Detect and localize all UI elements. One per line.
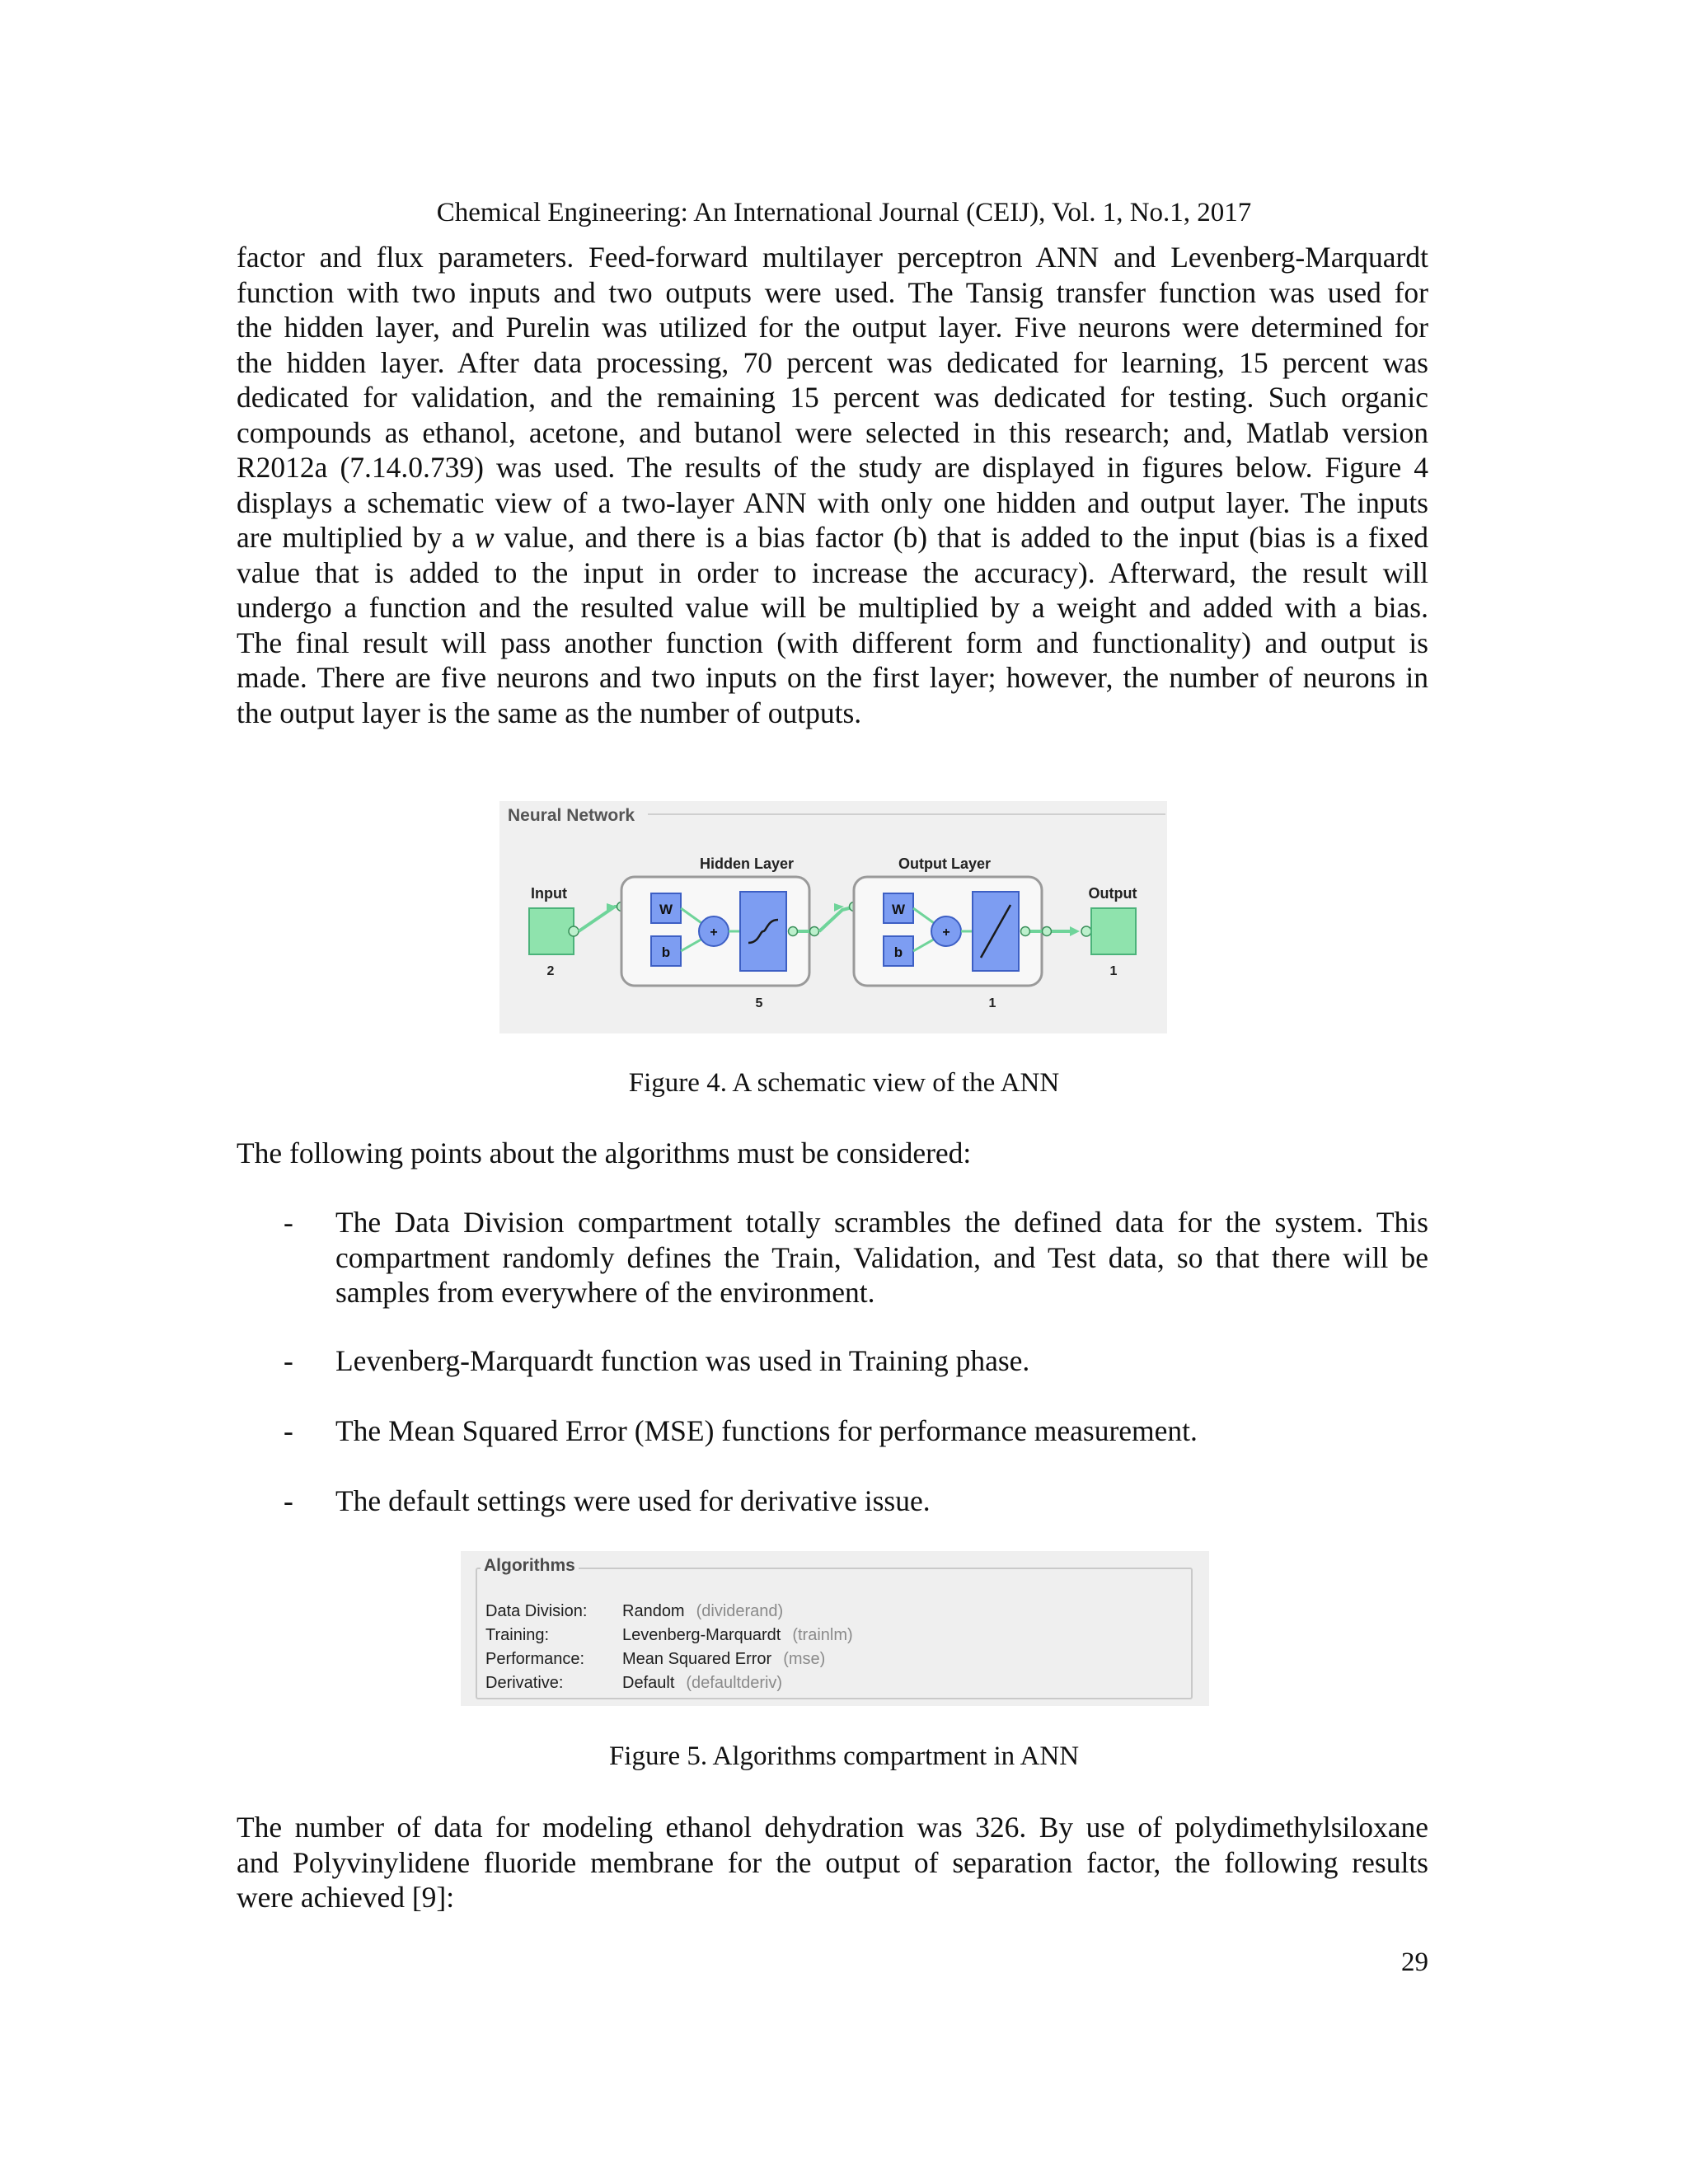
bullet-line: Levenberg-Marquardt function was used in Training phase. xyxy=(335,1344,1030,1377)
algorithm-code: (dividerand) xyxy=(696,1602,784,1620)
lead-sentence-text: The following points about the algorithms must be considered: xyxy=(237,1137,972,1169)
bullet-dash: - xyxy=(284,1344,293,1377)
lead-sentence xyxy=(237,1136,1428,1171)
algorithm-value: Levenberg-Marquardt xyxy=(622,1626,781,1644)
algorithm-row xyxy=(485,1650,825,1669)
input-label: Input xyxy=(531,885,567,902)
text-line: displays a schematic view of a two-layer ANN with only one hidden and output layer. The inputs xyxy=(237,485,1428,519)
algorithm-code: (trainlm) xyxy=(792,1626,853,1644)
hidden-bias-symbol: b xyxy=(661,944,671,960)
hidden-weight-symbol: W xyxy=(659,902,673,917)
text-line: function with two inputs and two outputs were used. The Tansig transfer function was used for xyxy=(237,275,1428,309)
algorithm-code: (defaultderiv) xyxy=(686,1674,783,1692)
running-header: Chemical Engineering: An International Journal (CEIJ), Vol. 1, No.1, 2017 xyxy=(436,198,1252,227)
algorithm-row xyxy=(485,1602,783,1621)
algorithm-label: Data Division: xyxy=(485,1602,588,1620)
algorithm-code: (mse) xyxy=(783,1650,826,1668)
connector-dot xyxy=(569,926,579,936)
bullet-text xyxy=(335,1343,1428,1379)
figure-4-panel xyxy=(499,801,1167,1033)
output-neuron-count: 1 xyxy=(988,996,996,1010)
text-line: factor and flux parameters. Feed-forward multilayer perceptron ANN and Levenberg-Marquardt xyxy=(237,241,1428,274)
text-line: are multiplied by a w value, and there is a bias factor (b) that is added to the input (bias is a fixed xyxy=(237,521,1428,554)
body-paragraph-1 xyxy=(237,240,1428,730)
algorithm-value: Mean Squared Error xyxy=(622,1650,772,1668)
hidden-layer-label: Hidden Layer xyxy=(699,855,795,872)
algorithm-row xyxy=(485,1674,782,1693)
text-line: dedicated for validation, and the remaining 15 percent was dedicated for testing. Such organic xyxy=(237,381,1428,414)
figure-4-caption: Figure 4. A schematic view of the ANN xyxy=(628,1068,1060,1098)
output-layer-label: Output Layer xyxy=(898,855,992,872)
connector-dot xyxy=(1021,927,1030,936)
body-paragraph-2 xyxy=(237,1810,1428,1915)
output-node xyxy=(1091,908,1136,954)
bullet-line: compartment randomly defines the Train, Validation, and Test data, so that there will be xyxy=(335,1240,1428,1274)
text-line: undergo a function and the resulted value will be multiplied by a weight and added with a bias. xyxy=(237,591,1428,624)
figure-5-caption: Figure 5. Algorithms compartment in ANN xyxy=(608,1741,1080,1771)
page-number: 29 xyxy=(1401,1947,1428,1977)
text-line: the hidden layer, and Purelin was utilized for the output layer. Five neurons were determined for xyxy=(237,311,1428,344)
bullet-text xyxy=(335,1483,1428,1519)
bullet-text xyxy=(335,1205,1428,1310)
connector-dot xyxy=(1043,927,1052,936)
bullet-line: samples from everywhere of the environment. xyxy=(335,1276,875,1309)
algorithm-row xyxy=(485,1626,853,1645)
connector-dot xyxy=(810,927,819,936)
bullet-dash: - xyxy=(284,1484,293,1517)
bullet-line: The Data Division compartment totally scrambles the defined data for the system. This xyxy=(335,1206,1428,1239)
hidden-neuron-count: 5 xyxy=(755,996,763,1010)
text-line: made. There are five neurons and two inputs on the first layer; however, the number of neurons in xyxy=(237,661,1428,694)
connector-dot xyxy=(789,927,798,936)
text-line: were achieved [9]: xyxy=(237,1881,455,1914)
input-count: 2 xyxy=(546,964,555,978)
connector-dot xyxy=(1081,926,1091,936)
algorithm-value: Default xyxy=(622,1674,675,1692)
figure-5-panel xyxy=(461,1551,1209,1706)
bullet-text xyxy=(335,1413,1428,1449)
text-line: The number of data for modeling ethanol dehydration was 326. By use of polydimethylsiloxane xyxy=(237,1811,1428,1844)
bullet-line: The default settings were used for derivative issue. xyxy=(335,1484,931,1517)
output-label: Output xyxy=(1088,885,1137,902)
bullet-dash: - xyxy=(284,1414,293,1447)
connector-line xyxy=(819,907,856,931)
output-weight-symbol: W xyxy=(891,902,906,917)
input-node xyxy=(529,908,574,954)
bullet-line: The Mean Squared Error (MSE) functions for performance measurement. xyxy=(335,1414,1198,1447)
text-line: the output layer is the same as the number of outputs. xyxy=(237,696,862,729)
hidden-sum-symbol: + xyxy=(710,926,718,940)
algorithms-title: Algorithms xyxy=(481,1556,579,1576)
output-sum-symbol: + xyxy=(942,926,950,940)
neural-network-diagram xyxy=(499,801,1167,1033)
algorithm-value: Random xyxy=(622,1602,685,1620)
output-count: 1 xyxy=(1109,964,1118,978)
algorithm-label: Training: xyxy=(485,1626,550,1644)
text-line: the hidden layer. After data processing, 70 percent was dedicated for learning, 15 percent was xyxy=(237,345,1428,379)
text-line: value that is added to the input in order to increase the accuracy). Afterward, the result will xyxy=(237,555,1428,589)
bullet-dash: - xyxy=(284,1206,293,1239)
diagram-title: Neural Network xyxy=(508,806,635,825)
text-line: The final result will pass another function (with different form and functionality) and output is xyxy=(237,626,1428,659)
output-bias-symbol: b xyxy=(893,944,903,960)
text-line: R2012a (7.14.0.739) was used. The results of the study are displayed in figures below. Figure 4 xyxy=(237,451,1428,484)
algorithm-label: Performance: xyxy=(485,1650,585,1668)
algorithm-label: Derivative: xyxy=(485,1674,564,1692)
connector-arrow xyxy=(1070,926,1080,936)
text-line: compounds as ethanol, acetone, and butanol were selected in this research; and, Matlab version xyxy=(237,415,1428,449)
text-line: and Polyvinylidene fluoride membrane for the output of separation factor, the following results xyxy=(237,1845,1428,1879)
